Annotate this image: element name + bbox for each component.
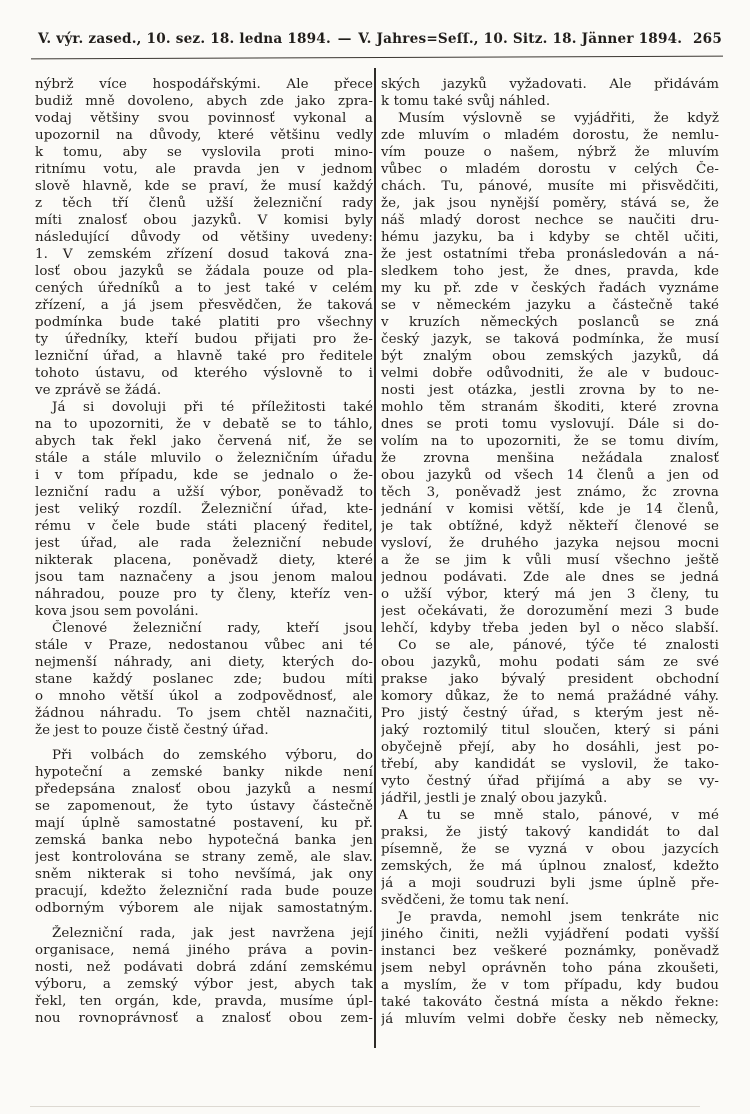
text-line: hému jazyku, ba i kdyby se chtěl učiti, (381, 230, 719, 245)
text-line: sledkem toho jest, že dnes, pravda, kde (381, 264, 719, 279)
text-line: já mluvím velmi dobře česky neb německy, (381, 1012, 719, 1027)
text-line: kova jsou sem povoláni. (35, 604, 199, 619)
header-czech-session: V. výr. zased., 10. sez. 18. ledna 1894. (38, 31, 331, 47)
header-german-session: V. Jahres=Seſſ., 10. Sitz. 18. Jänner 1894. (358, 31, 683, 47)
text-line: třebí, aby kandidát se vyslovil, že tako- (381, 757, 719, 772)
text-line: že zrovna menšina nežádala znalosť (381, 451, 719, 466)
text-line: o užší výbor, který má jen 3 členy, tu (381, 587, 719, 602)
text-line: Členové železniční rady, kteří jsou (52, 621, 373, 636)
text-line: nosti jest otázka, jestli zrovna by to ne- (381, 383, 719, 398)
text-line: já a moji soudruzi byli jsme úplně pře- (381, 876, 719, 891)
text-line: cených úředníků a to jest také v celém (35, 281, 373, 296)
text-line: jest kontrolována se strany země, ale slav. (35, 850, 373, 865)
text-line: losť obou jazyků se žádala pouze od pla- (35, 264, 373, 279)
text-line: praksi, že jistý takový kandidát to dal (381, 825, 719, 840)
text-line: Já si dovoluji při té příležitosti také (52, 400, 373, 415)
text-line: chách. Tu, pánové, musíte mi přisvědčiti, (381, 179, 719, 194)
text-line: budiž mně dovoleno, abych zde jako zpra- (35, 94, 373, 109)
text-line: následující důvody od většiny uvedeny: (35, 230, 373, 245)
paragraph (35, 925, 373, 1027)
text-line: na to upozorniti, že v debatě se to táhlo, (35, 417, 373, 432)
text-line: že jest ostatními třeba pronásledován a ná- (381, 247, 719, 262)
text-line: se v německém jazyku a částečně také (381, 298, 719, 313)
text-line: jiného činiti, nežli vyjádření podati vyšší (381, 927, 719, 942)
text-line: ve zprávě se žádá. (35, 383, 162, 398)
text-line: volím na to upozorniti, že se tomu divím, (381, 434, 719, 449)
scan-edge-line (30, 1106, 700, 1107)
text-line: výboru, a zemský výbor jest, abych tak (35, 977, 373, 992)
text-line: z těch tří členů užší železniční rady (35, 196, 373, 211)
text-line: obou jazyků od všech 14 členů a jen od (381, 468, 719, 483)
header-separator: — (337, 31, 352, 47)
text-line: jsem nebyl oprávněn toho pána zkoušeti, (381, 961, 719, 976)
text-line: o mnoho větší úkol a zodpovědnosť, ale (35, 689, 373, 704)
text-line: je tak obtížné, když někteří členové se (381, 519, 719, 534)
text-line: Pro jistý čestný úřad, s kterým jest ně- (381, 706, 719, 721)
text-line: jednou podávati. Zde ale dnes se jedná (381, 570, 719, 585)
column-divider (374, 68, 376, 1048)
text-line: zřízení, a já jsem přesvědčen, že taková (35, 298, 373, 313)
text-line: my ku př. zde v českých řadách vyznáme (381, 281, 719, 296)
text-line: nýbrž více hospodářskými. Ale přece (35, 77, 373, 92)
text-line: obyčejně přejí, aby ho dosáhli, jest po- (381, 740, 719, 755)
text-line: sněm nikterak si toho nevšímá, jak ony (35, 867, 373, 882)
text-line: hypoteční a zemské banky nikde není (35, 765, 373, 780)
text-line: rému v čele bude státi placený ředitel, (35, 519, 373, 534)
right-column (381, 76, 719, 1028)
text-line: že jest to pouze čistě čestný úřad. (35, 723, 269, 738)
text-line: stále v Praze, nedostanou vůbec ani té (35, 638, 373, 653)
text-line: obou jazyků, mohu podati sám ze své (381, 655, 719, 670)
text-line: velmi dobře odůvodniti, že ale v budouc- (381, 366, 719, 381)
text-line: vodaj většiny svou povinnosť vykonal a (35, 111, 373, 126)
text-line: jádřil, jestli je znalý obou jazyků. (381, 791, 608, 806)
text-line: český jazyk, se taková podmínka, že musí (381, 332, 719, 347)
text-line: ritnímu votu, ale pravda jen v jednom (35, 162, 373, 177)
text-line: Při volbách do zemského výboru, do (52, 748, 373, 763)
text-line: svědčeni, že tomu tak není. (381, 893, 570, 908)
text-line: tohoto ústavu, od kterého výslovně to i (35, 366, 373, 381)
text-line: jsou tam naznačeny a jsou jenom malou (35, 570, 373, 585)
text-line: nosti, než podávati dobrá zdání zemskému (35, 960, 373, 975)
text-line: v kruzích německých poslanců se zná (381, 315, 719, 330)
text-line: vůbec o mladém dorostu v celých Če- (381, 162, 719, 177)
paragraph (381, 110, 719, 637)
text-line: písemně, že se vyzná v obou jazycích (381, 842, 719, 857)
text-line: odborným výborem ale nijak samostatným. (35, 901, 373, 916)
text-line: A tu se mně stalo, pánové, v mé (398, 808, 719, 823)
page-number: 265 (693, 31, 722, 47)
text-line: slově hlavně, kde se praví, že musí každý (35, 179, 373, 194)
text-line: zemských, že má úplnou znalosť, kdežto (381, 859, 719, 874)
text-line: lezniční radu a užší výbor, poněvadž to (35, 485, 373, 500)
left-column (35, 76, 373, 1028)
header-rule (31, 56, 723, 60)
text-line: zde mluvím o mladém dorostu, že nemlu- (381, 128, 719, 143)
text-line: řekl, ten orgán, kde, pravda, musíme úpl- (35, 994, 373, 1009)
text-line: vím pouze o našem, nýbrž že mluvím (381, 145, 719, 160)
text-line: míti znalosť obou jazyků. V komisi byly (35, 213, 373, 228)
text-line: Co se ale, pánové, týče té znalosti (398, 638, 719, 653)
text-line: náhradou, pouze pro ty členy, kteříz ven- (35, 587, 373, 602)
text-line: instanci bez veškeré poznámky, poněvadž (381, 944, 719, 959)
text-line: nou rovnoprávnosť a znalosť obou zem- (35, 1011, 373, 1026)
text-line: lezniční úřad, a hlavně také pro ředitele (35, 349, 373, 364)
text-line: k tomu, aby se vyslovila proti mino- (35, 145, 373, 160)
text-columns (35, 76, 719, 1028)
text-line: komory důkaz, že to nemá pražádné váhy. (381, 689, 719, 704)
text-line: předepsána znalosť obou jazyků a nesmí (35, 782, 373, 797)
text-line: 1. V zemském zřízení dosud taková zna- (35, 247, 373, 262)
text-line: také takováto čestná místa a někdo řekne: (381, 995, 719, 1010)
text-line: se zapomenout, že tyto ústavy částečně (35, 799, 373, 814)
text-line: nikterak placena, poněvadž diety, které (35, 553, 373, 568)
text-line: i v tom případu, kde se jednalo o že- (35, 468, 373, 483)
text-line: k tomu také svůj náhled. (381, 94, 551, 109)
text-line: jaký roztomilý titul sloučen, který si páni (381, 723, 719, 738)
text-line: dnes se proti tomu vyslovují. Dále si do- (381, 417, 719, 432)
text-line: ských jazyků vyžadovati. Ale přidávám (381, 77, 719, 92)
page-header (38, 31, 722, 47)
text-line: stane každý poslanec zde; budou míti (35, 672, 373, 687)
text-line: a myslím, že v tom případu, kdy budou (381, 978, 719, 993)
text-line: podmínka bude také platiti pro všechny (35, 315, 373, 330)
text-line: upozornil na důvody, které většinu vedly (35, 128, 373, 143)
text-line: těch 3, poněvadž jest známo, žc zrovna (381, 485, 719, 500)
text-line: stále a stále mluvilo o železničním úřadu (35, 451, 373, 466)
text-line: žádnou náhradu. To jsem chtěl naznačiti, (35, 706, 373, 721)
text-line: nejmenší náhrady, ani diety, kterých do- (35, 655, 373, 670)
paragraph (35, 76, 373, 399)
text-line: a že se jim k vůli musí všechno ještě (381, 553, 719, 568)
paragraph (381, 76, 719, 110)
text-line: mají úplně samostatné postavení, ku př. (35, 816, 373, 831)
text-line: náš mladý dorost nechce se naučiti dru- (381, 213, 719, 228)
text-line: jest úřad, ale rada železniční nebude (35, 536, 373, 551)
paragraph (381, 807, 719, 909)
paragraph (381, 637, 719, 807)
text-line: vyto čestný úřad přijímá a aby se vy- (381, 774, 719, 789)
text-line: abych tak řekl jako červená niť, že se (35, 434, 373, 449)
text-line: ty úředníky, kteří budou přijati pro že- (35, 332, 373, 347)
text-line: jest veliký rozdíl. Železniční úřad, kte- (35, 502, 373, 517)
text-line: Železniční rada, jak jest navržena její (52, 926, 373, 941)
paragraph (35, 399, 373, 620)
text-line: prakse jako bývalý president obchodní (381, 672, 719, 687)
text-line: vysloví, že druhého jazyka nejsou mocni (381, 536, 719, 551)
text-line: jest očekávati, že dorozumění mezi 3 bude (381, 604, 719, 619)
text-line: zemská banka nebo hypotečná banka jen (35, 833, 373, 848)
text-line: Je pravda, nemohl jsem tenkráte nic (398, 910, 719, 925)
text-line: lehčí, kdyby třeba jeden byl o něco slabší. (381, 621, 719, 636)
text-line: pracují, kdežto železniční rada bude pouze (35, 884, 373, 899)
text-line: organisace, nemá jiného práva a povin- (35, 943, 373, 958)
paragraph (35, 747, 373, 917)
text-line: jednání v komisi větší, kde je 14 členů, (381, 502, 719, 517)
paragraph (35, 620, 373, 739)
text-line: být znalým obou zemských jazyků, dá (381, 349, 719, 364)
text-line: mohlo těm stranám škoditi, které zrovna (381, 400, 719, 415)
text-line: že, jak jsou nynější poměry, stává se, že (381, 196, 719, 211)
paragraph (381, 909, 719, 1028)
text-line: Musím výslovně se vyjádřiti, že když (398, 111, 719, 126)
